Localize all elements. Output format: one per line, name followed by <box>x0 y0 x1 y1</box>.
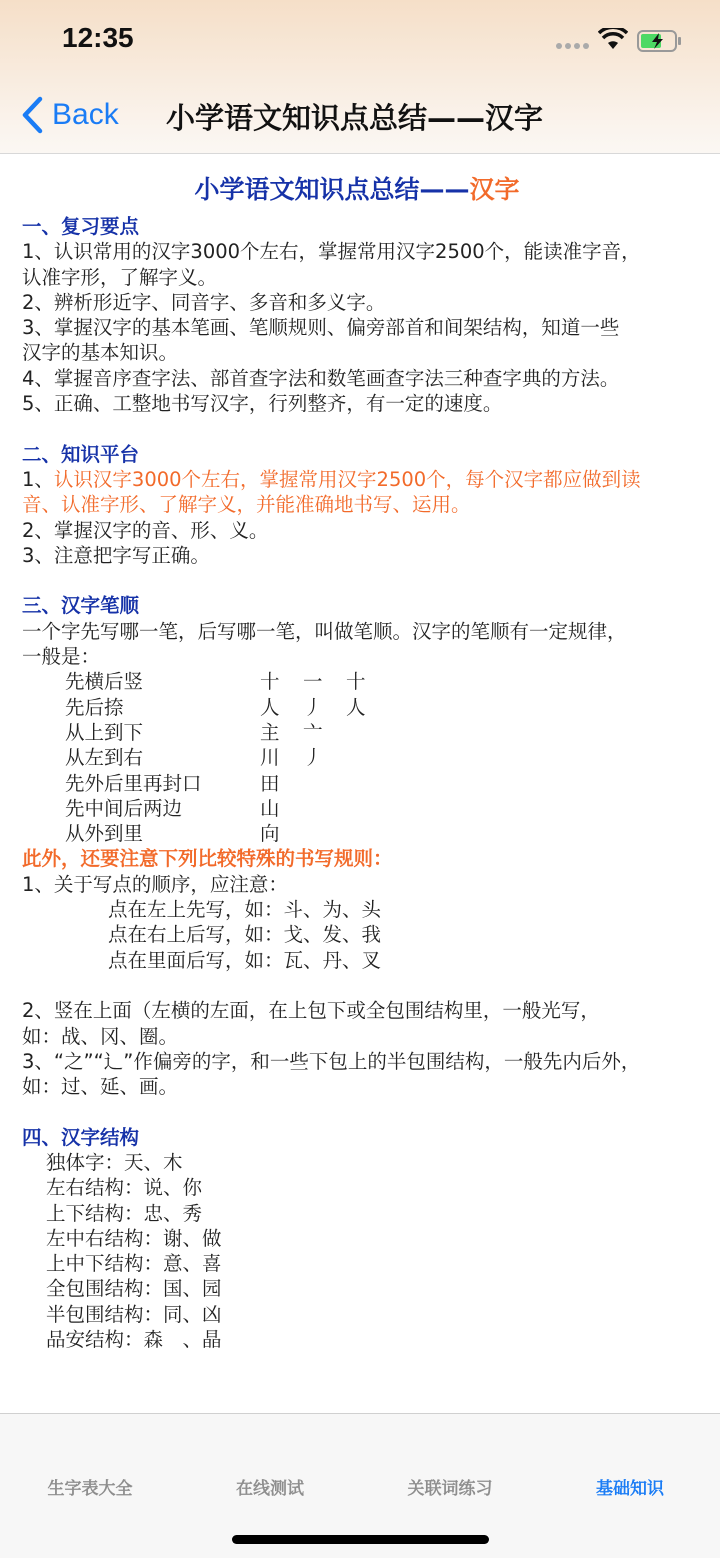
navigation-header <box>0 0 720 154</box>
page-title: 小学语文知识点总结——汉字 <box>166 101 544 135</box>
stroke-glyph <box>303 796 346 821</box>
stroke-glyph <box>303 821 346 846</box>
text-line: 如：过、延、画。 <box>22 1075 179 1099</box>
stroke-glyph: 人 <box>346 695 366 719</box>
tab-item[interactable]: 关联词练习 <box>407 1479 493 1499</box>
text-line: 上下结构：忠、秀 <box>46 1201 203 1225</box>
text-line: 半包围结构：同、凶 <box>46 1302 222 1326</box>
text-line: 3、掌握汉字的基本笔画、笔顺规则、偏旁部首和间架结构，知道一些 <box>22 316 620 340</box>
text-line: 上中下结构：意、喜 <box>46 1252 222 1276</box>
stroke-glyph: 亠 <box>303 720 323 744</box>
text-line: 品安结构：森 、晶 <box>46 1328 222 1352</box>
highlight-text: 认识汉字3000个左右，掌握常用汉字2500个，每个汉字都应做到读 <box>53 467 641 491</box>
stroke-glyph <box>346 796 389 821</box>
stroke-glyph: 山 <box>260 796 280 820</box>
text-line: 点在右上后写，如：戈、发、我 <box>108 923 382 947</box>
tab-item[interactable]: 基础知识 <box>596 1479 664 1499</box>
text-line: 认准字形，了解字义。 <box>22 265 218 289</box>
stroke-glyph: 丿 <box>303 746 323 770</box>
home-indicator <box>232 1535 489 1544</box>
stroke-rule-row <box>22 720 712 745</box>
article-content <box>22 172 712 1352</box>
stroke-glyph <box>346 771 389 796</box>
text-line <box>22 467 712 492</box>
text-line: 左中右结构：谢、做 <box>46 1226 222 1250</box>
tab-item[interactable]: 生字表大全 <box>47 1479 133 1499</box>
stroke-glyph: 田 <box>260 771 280 795</box>
stroke-glyph <box>346 745 389 770</box>
text-line: 左右结构：说、你 <box>46 1176 203 1200</box>
blank-line <box>22 1099 712 1124</box>
stroke-rule-label: 从上到下 <box>65 720 144 744</box>
stroke-rule-label: 从左到右 <box>65 746 144 770</box>
cellular-signal-icon <box>556 43 589 49</box>
text-line: 全包围结构：国、园 <box>46 1277 222 1301</box>
stroke-glyph: 十 <box>346 670 366 694</box>
title-main: 小学语文知识点总结—— <box>194 175 470 204</box>
stroke-glyph: 人 <box>260 695 280 719</box>
section-heading: 三、汉字笔顺 <box>22 594 140 618</box>
article-title <box>2 172 712 214</box>
text-line: 一般是： <box>22 645 101 669</box>
text-line: 独体字：天、木 <box>46 1150 183 1174</box>
text-line: 此外，还要注意下列比较特殊的书写规则： <box>22 847 393 871</box>
wifi-icon <box>598 28 628 50</box>
stroke-glyph <box>346 821 389 846</box>
section-heading: 二、知识平台 <box>22 442 140 466</box>
blank-line <box>22 568 712 593</box>
stroke-rule-row <box>22 821 712 846</box>
text-line: 2、竖在上面（左横的左面，在上包下或全包围结构里，一般光写， <box>22 999 600 1023</box>
back-button[interactable] <box>20 96 119 134</box>
stroke-rule-label: 先中间后两边 <box>65 796 183 820</box>
stroke-rule-label: 先横后竖 <box>65 670 144 694</box>
stroke-glyph: 向 <box>260 822 280 846</box>
stroke-rule-label: 先外后里再封口 <box>65 771 202 795</box>
text-line: 3、“之”“辶”作偏旁的字，和一些下包上的半包围结构，一般先内后外， <box>22 1049 641 1073</box>
stroke-glyph: 十 <box>260 670 280 694</box>
text-line: 1、认识常用的汉字3000个左右，掌握常用汉字2500个，能读准字音， <box>22 240 641 264</box>
text-line: 汉字的基本知识。 <box>22 341 179 365</box>
title-accent: 汉字 <box>469 175 520 204</box>
blank-line <box>22 973 712 998</box>
stroke-rule-row <box>22 796 712 821</box>
stroke-glyph: 一 <box>303 670 323 694</box>
text-line: 音、认准字形、了解字义，并能准确地书写、运用。 <box>22 493 471 517</box>
stroke-rule-label: 从外到里 <box>65 822 144 846</box>
text-line: 一个字先写哪一笔，后写哪一笔，叫做笔顺。汉字的笔顺有一定规律， <box>22 619 627 643</box>
line-prefix: 1、 <box>22 467 54 491</box>
stroke-glyph <box>346 720 389 745</box>
chevron-left-icon <box>20 96 46 134</box>
section-heading: 四、汉字结构 <box>22 1125 140 1149</box>
text-line: 5、正确、工整地书写汉字，行列整齐，有一定的速度。 <box>22 392 503 416</box>
stroke-rule-label: 先后捺 <box>65 695 124 719</box>
tab-item[interactable]: 在线测试 <box>236 1479 304 1499</box>
text-line: 点在左上先写，如：斗、为、头 <box>108 898 382 922</box>
status-time: 12:35 <box>62 22 134 53</box>
text-line: 如：战、冈、圈。 <box>22 1024 179 1048</box>
text-line: 点在里面后写，如：瓦、丹、叉 <box>108 948 382 972</box>
section-heading: 一、复习要点 <box>22 215 140 238</box>
stroke-glyph: 主 <box>260 720 280 744</box>
text-line: 1、关于写点的顺序，应注意： <box>22 872 288 896</box>
stroke-rule-row <box>22 695 712 720</box>
blank-line <box>22 416 712 441</box>
stroke-glyph: 川 <box>260 746 280 770</box>
text-line: 2、辨析形近字、同音字、多音和多义字。 <box>22 290 386 314</box>
stroke-glyph <box>303 771 346 796</box>
stroke-glyph: 丿 <box>303 695 323 719</box>
battery-icon <box>637 30 683 52</box>
text-line: 4、掌握音序查字法、部首查字法和数笔画查字法三种查字典的方法。 <box>22 366 620 390</box>
stroke-rule-row <box>22 745 712 770</box>
stroke-rule-row <box>22 771 712 796</box>
text-line: 2、掌握汉字的音、形、义。 <box>22 518 269 542</box>
text-line: 3、注意把字写正确。 <box>22 543 210 567</box>
back-label: Back <box>52 98 119 131</box>
stroke-rule-row <box>22 669 712 694</box>
